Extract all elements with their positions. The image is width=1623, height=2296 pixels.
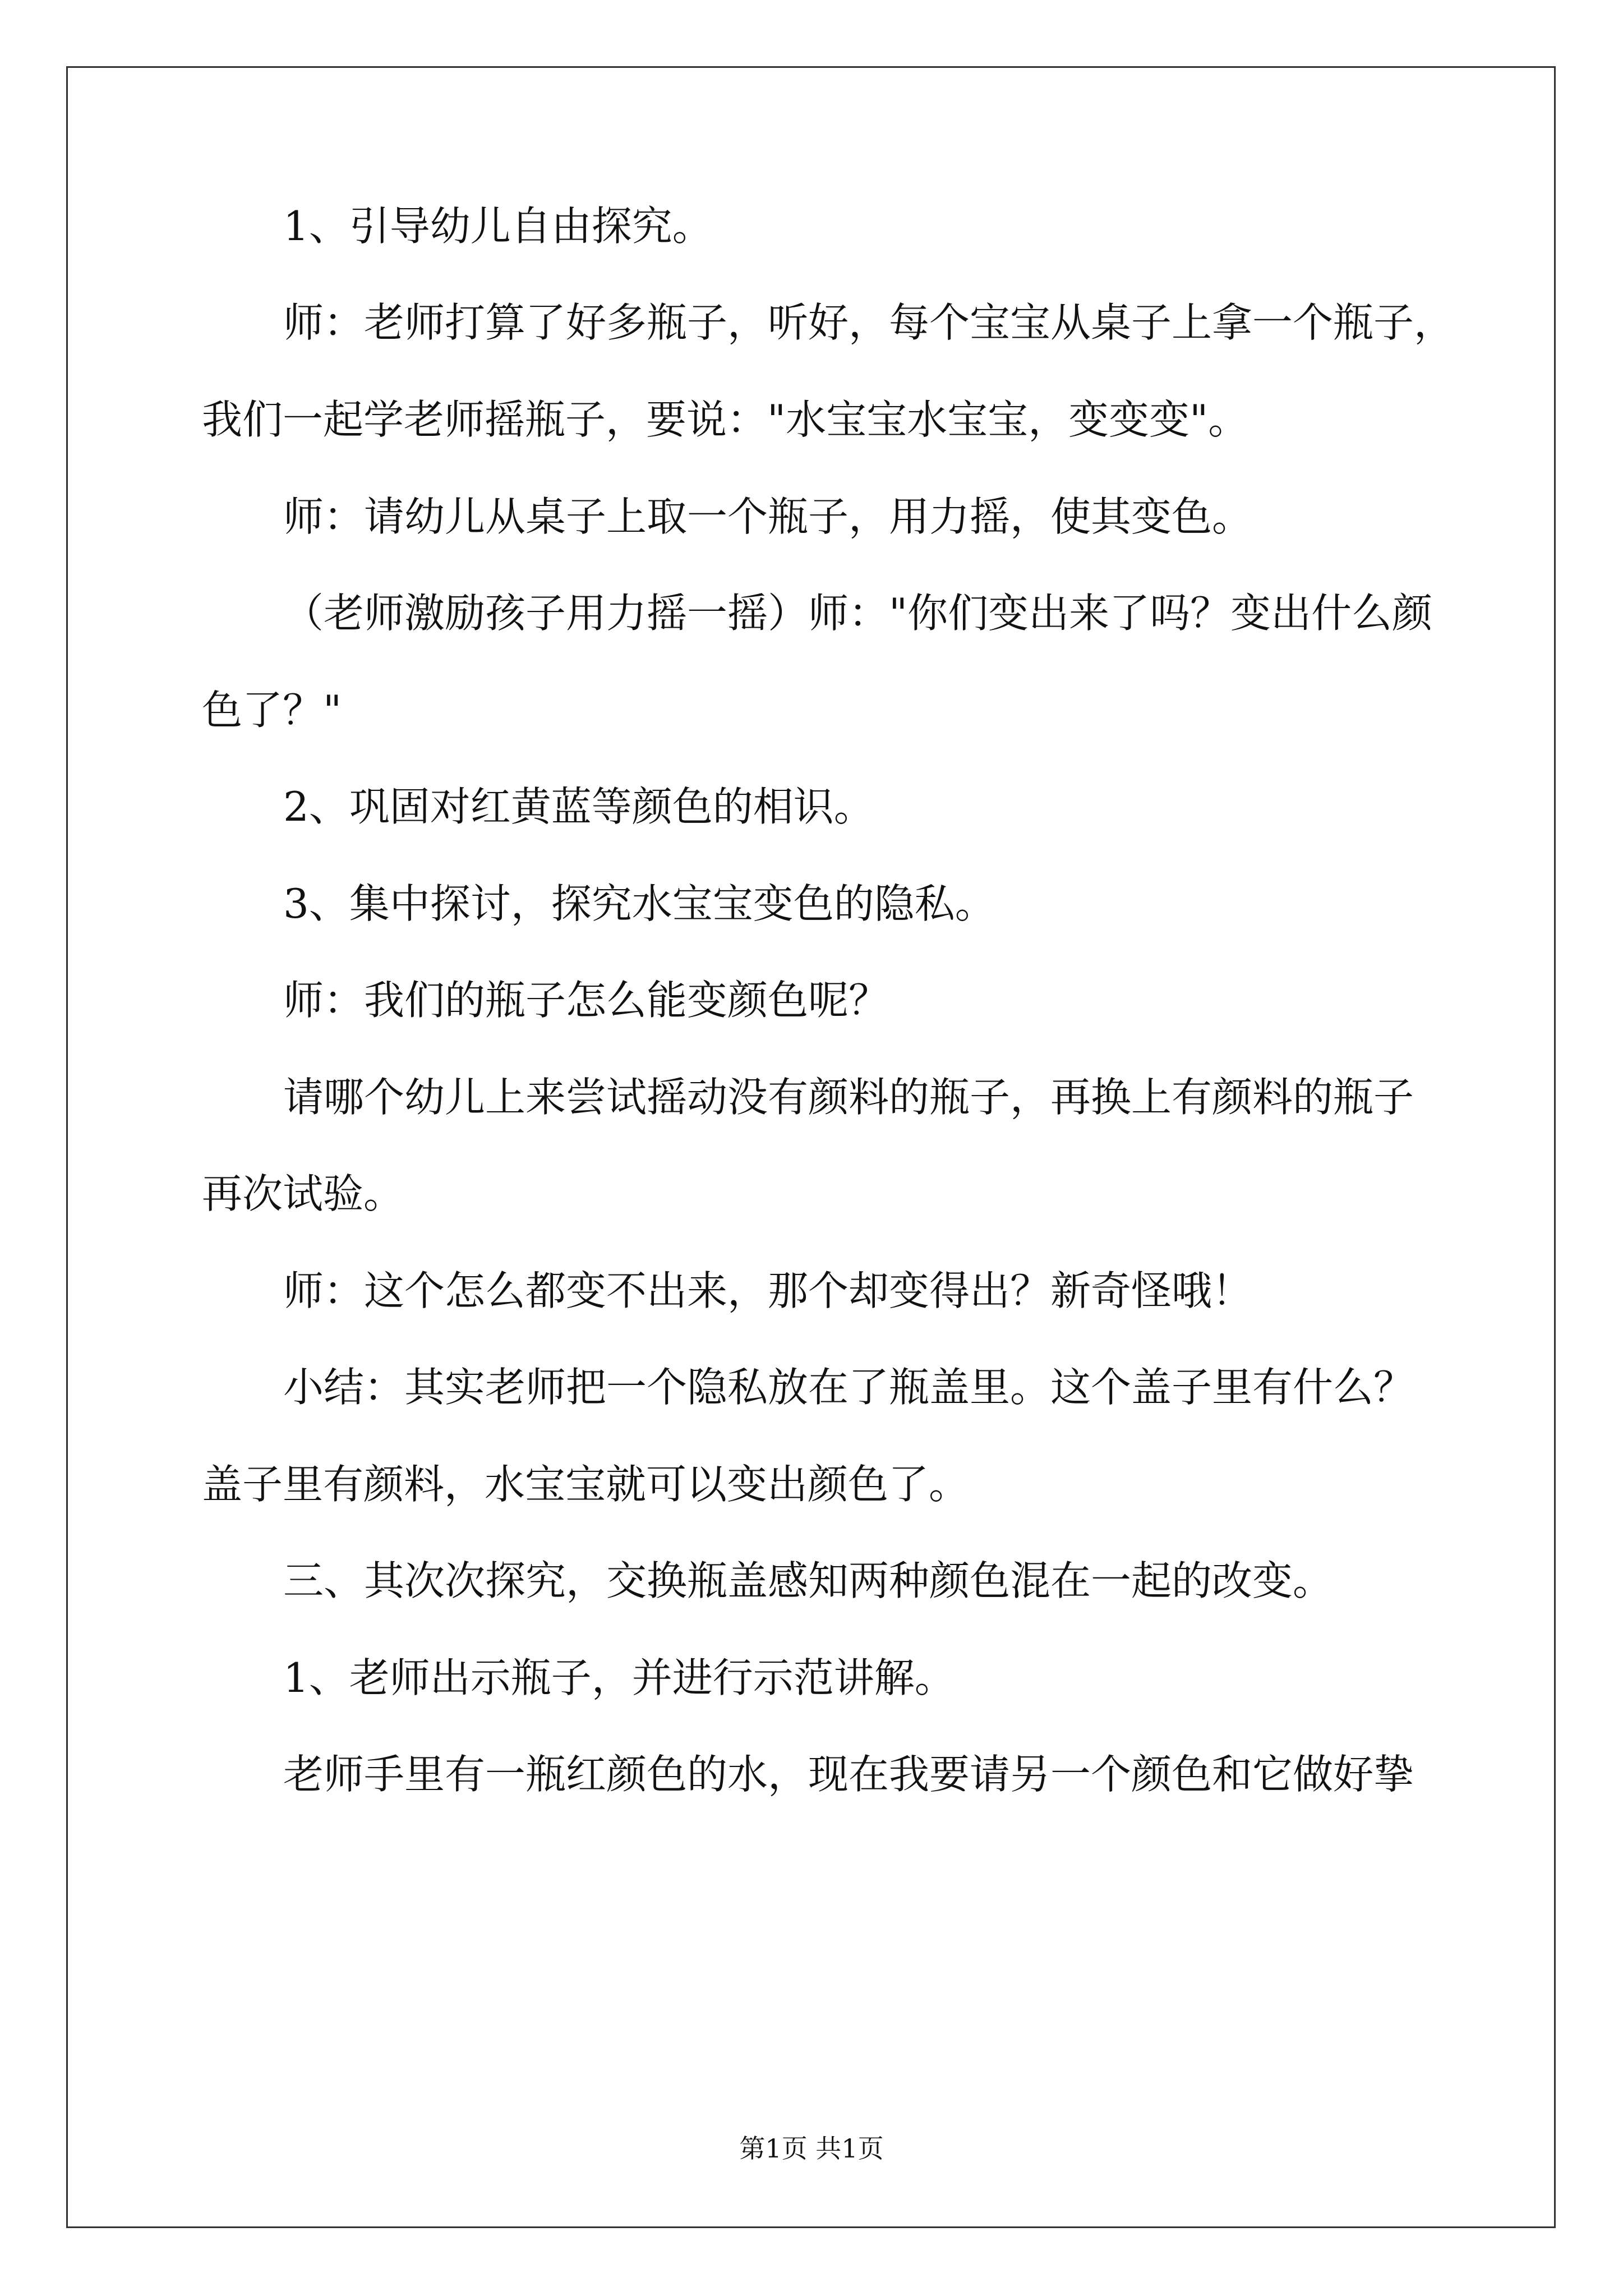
paragraph-13: 小结：其实老师把一个隐私放在了瓶盖里。这个盖子里有什么？ (283, 1364, 1414, 1411)
paragraph-10: 请哪个幼儿上来尝试摇动没有颜料的瓶子，再换上有颜料的瓶子 (283, 1074, 1414, 1121)
paragraph-5: （老师激励孩子用力摇一摇）师："你们变出来了吗？变出什么颜 (283, 590, 1433, 637)
paragraph-14: 盖子里有颜料，水宝宝就可以变出颜色了。 (202, 1461, 970, 1508)
paragraph-8: 3、集中探讨，探究水宝宝变色的隐私。 (283, 880, 995, 927)
paragraph-3: 我们一起学老师摇瓶子，要说："水宝宝水宝宝，变变变"。 (202, 396, 1249, 443)
paragraph-4: 师：请幼儿从桌子上取一个瓶子，用力摇，使其变色。 (283, 493, 1253, 540)
page-footer (0, 2132, 1623, 2165)
paragraph-17: 老师手里有一瓶红颜色的水，现在我要请另一个颜色和它做好挚 (283, 1751, 1414, 1798)
paragraph-2: 师：老师打算了好多瓶子，听好，每个宝宝从桌子上拿一个瓶子， (283, 299, 1455, 346)
paragraph-7: 2、巩固对红黄蓝等颜色的相识。 (283, 783, 874, 830)
paragraph-16: 1、老师出示瓶子，并进行示范讲解。 (283, 1654, 955, 1701)
page-number: 第1页 共1页 (739, 2133, 884, 2164)
paragraph-11: 再次试验。 (202, 1170, 404, 1217)
paragraph-6: 色了？" (202, 687, 342, 734)
page-border (66, 66, 1556, 2228)
paragraph-1: 1、引导幼儿自由探究。 (283, 203, 713, 250)
paragraph-9: 师：我们的瓶子怎么能变颜色呢？ (283, 977, 889, 1024)
paragraph-12: 师：这个怎么都变不出来，那个却变得出？新奇怪哦！ (283, 1267, 1253, 1314)
paragraph-15: 三、其次次探究，交换瓶盖感知两种颜色混在一起的改变。 (283, 1557, 1334, 1604)
